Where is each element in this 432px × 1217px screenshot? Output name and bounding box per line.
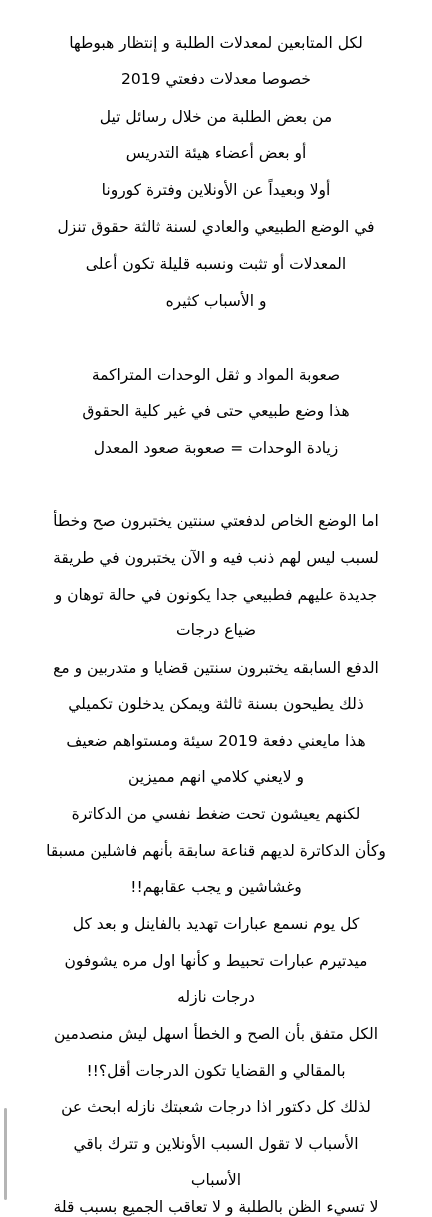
text-line: هذا وضع طبيعي حتى في غير كلية الحقوق <box>82 402 350 420</box>
text-line: المعدلات أو تثبت ونسبه قليلة تكون أعلى <box>85 255 347 273</box>
text-line: وغشاشين و يجب عقابهم!! <box>130 878 302 896</box>
text-line: ضياع درجات <box>175 621 257 639</box>
text-line: من بعض الطلبة من خلال رسائل تيل <box>99 108 333 126</box>
text-line: الأسباب لا تقول السبب الأونلاين و تترك باقي <box>73 1135 359 1153</box>
text-line: أو بعض أعضاء هيئة التدريس <box>125 144 307 162</box>
text-line: لذلك كل دكتور اذا درجات شعبتك نازله ابحث عن <box>61 1098 371 1116</box>
text-line: جديدة عليهم فطبيعي جدا يكونون في حالة توهان و <box>54 586 378 604</box>
text-line: وكأن الدكاترة لديهم قناعة سابقة بأنهم فاشلين مسبقا <box>46 842 386 860</box>
text-line: ميدتيرم عبارات تحبيط و كأنها اول مره يشوفون <box>64 952 368 970</box>
text-line: درجات نازله <box>177 988 255 1006</box>
text-line: صعوبة المواد و ثقل الوحدات المتراكمة <box>91 366 341 384</box>
text-line: زيادة الوحدات = صعوبة صعود المعدل <box>93 439 339 457</box>
text-line: ذلك يطيحون بسنة ثالثة ويمكن يدخلون تكميلي <box>68 695 364 713</box>
text-line: خصوصا معدلات دفعتي 2019 <box>121 70 311 88</box>
text-line: الدفع السابقه يختبرون سنتين قضايا و متدربين و مع <box>53 659 379 677</box>
text-line: لكل المتابعين لمعدلات الطلبة و إنتظار هبوطها <box>69 34 363 52</box>
text-line: اما الوضع الخاص لدفعتي سنتين يختبرون صح وخطأ <box>53 512 379 530</box>
text-line: و الأسباب كثيره <box>165 292 267 310</box>
text-line: و لايعني كلامي انهم مميزين <box>128 768 304 786</box>
text-line: بالمقالي و القضايا تكون الدرجات أقل؟!! <box>86 1062 346 1080</box>
text-line: لسبب ليس لهم ذنب فيه و الآن يختبرون في طريقة <box>53 549 379 567</box>
text-line: أولا وبعيداً عن الأونلاين وفترة كورونا <box>101 181 331 199</box>
text-line: الأسباب <box>190 1171 242 1189</box>
text-line: في الوضع الطبيعي والعادي لسنة ثالثة حقوق تنزل <box>57 218 375 236</box>
text-line: هذا مايعني دفعة 2019 سيئة ومستواهم ضعيف <box>66 732 366 750</box>
text-line: كل يوم نسمع عبارات تهديد بالفاينل و بعد كل <box>72 915 360 933</box>
scrollbar[interactable] <box>4 1108 7 1200</box>
text-line: الكل متفق بأن الصح و الخطأ اسهل ليش منصدمين <box>53 1025 379 1043</box>
text-line: لكنهم يعيشون تحت ضغط نفسي من الدكاترة <box>71 805 361 823</box>
text-line: لا تسيء الظن بالطلبة و لا تعاقب الجميع بسبب قلة <box>53 1198 379 1216</box>
